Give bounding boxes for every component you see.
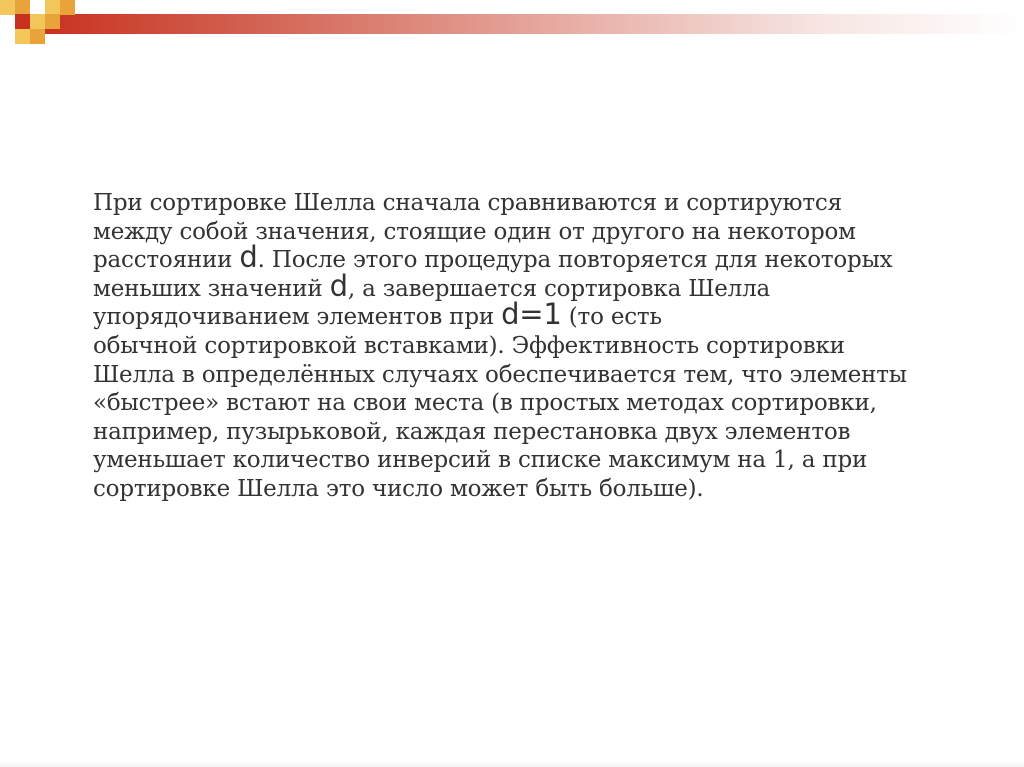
header-gradient-bar	[40, 14, 1024, 34]
text-line: При сортировке Шелла сначала сравниваются и сортируются	[93, 190, 842, 216]
text-segment: , а завершается сортировка Шелла	[347, 275, 771, 302]
decor-square-orange	[45, 14, 60, 29]
decor-square-orange	[15, 0, 30, 15]
text-segment: расстоянии	[93, 247, 240, 274]
decor-square-gold	[0, 0, 15, 15]
text-line: например, пузырьковой, каждая перестановка двух элементов	[93, 418, 851, 445]
text-line: Шелла в определённых случаях обеспечивается тем, что элементы	[93, 361, 907, 388]
decor-square-gold	[15, 29, 30, 44]
decor-square-red	[15, 14, 30, 29]
decor-square-gold	[45, 0, 60, 15]
body-paragraph	[93, 189, 973, 504]
decor-square-orange	[60, 0, 75, 15]
text-line: обычной сортировкой вставками). Эффективность сортировки	[93, 332, 845, 359]
decor-square-orange	[30, 29, 45, 44]
text-line: «быстрее» встают на свои места (в простых методах сортировки,	[93, 390, 877, 417]
text-segment: (то есть	[561, 304, 662, 331]
variable-d-equals-1: d=1	[501, 297, 562, 332]
text-line: сортировке Шелла это число может быть больше).	[93, 475, 704, 502]
text-line	[93, 297, 973, 332]
decor-square-gold	[30, 14, 45, 29]
text-line: между собой значения, стоящие один от другого на некотором	[93, 218, 856, 245]
text-line	[93, 240, 973, 275]
text-segment: . После этого процедура повторяется для некоторых	[257, 247, 893, 274]
text-line: уменьшает количество инверсий в списке максимум на 1, а при	[93, 447, 868, 474]
text-segment: меньших значений	[93, 275, 330, 302]
slide-bottom-edge	[0, 761, 1024, 767]
text-segment: упорядочиванием элементов при	[93, 304, 502, 331]
variable-d: d	[239, 240, 258, 275]
variable-d: d	[329, 268, 348, 303]
